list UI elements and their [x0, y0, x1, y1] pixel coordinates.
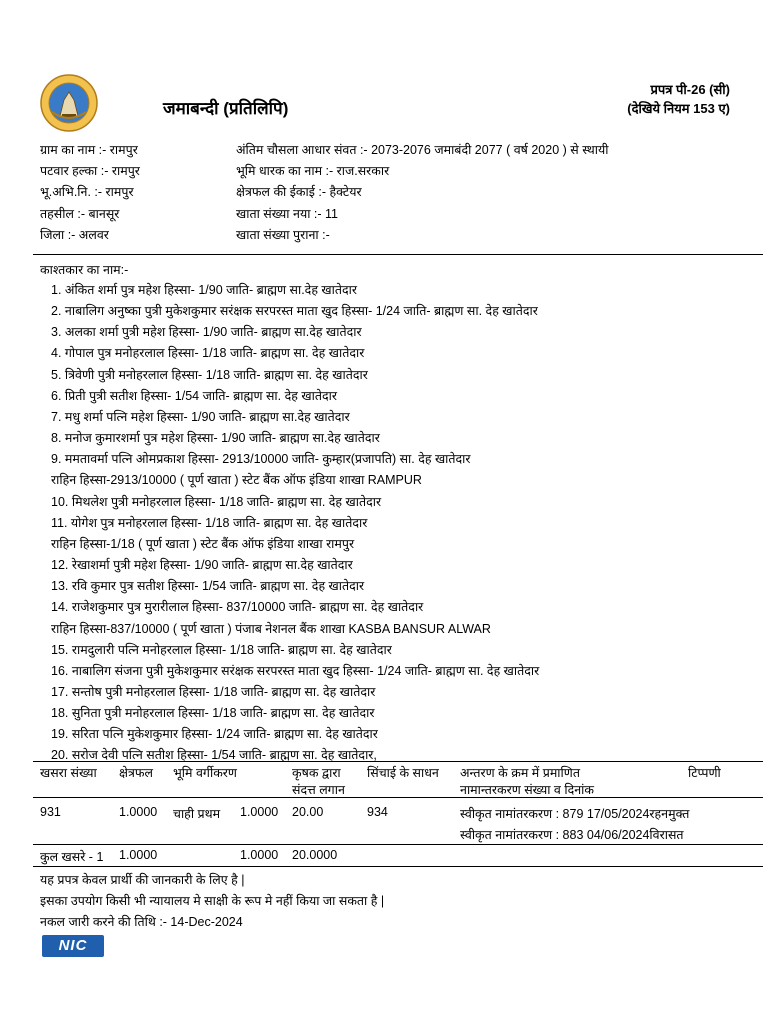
issue-date: नकल जारी करने की तिथि :- 14-Dec-2024 [40, 915, 243, 929]
account-number-new: खाता संख्या नया :- 11 [236, 206, 339, 221]
form-number-label: प्रपत्र पी-26 (सी) [650, 82, 730, 97]
cell-area: 1.0000 [119, 805, 158, 819]
government-emblem-icon [40, 74, 98, 132]
col-header-area: क्षेत्रफल [119, 766, 153, 780]
col-header-land-class: भूमि वर्गीकरण [173, 766, 237, 780]
owner-line: राहिन हिस्सा-837/10000 ( पूर्ण खाता ) पंजाब नेशनल बैंक शाखा KASBA BANSUR ALWAR [51, 621, 491, 636]
cell-mutation-1: स्वीकृत नामांतरकरण : 879 17/05/2024रहनमुक्त [460, 807, 690, 821]
header-left-fields [40, 140, 140, 246]
cell-land-class: चाही प्रथम [173, 807, 221, 821]
total-label: कुल खसरे - 1 [40, 850, 104, 864]
cell-rent: 20.00 [292, 805, 324, 819]
owner-line: 9. ममतावर्मा पत्नि ओमप्रकाश हिस्सा- 2913/10000 जाति- कुम्हार(प्रजापति) सा. देह खातेदार [51, 452, 471, 467]
col-header-transfer [460, 765, 594, 799]
owner-line: 17. सन्तोष पुत्री मनोहरलाल हिस्सा- 1/18 जाति- ब्राह्मण सा. देह खातेदार [51, 684, 376, 699]
cell-irrigation: 934 [367, 805, 388, 819]
owner-line: 19. सरिता पत्नि मुकेशकुमार हिस्सा- 1/24 जाति- ब्राह्मण सा. देह खातेदार [51, 727, 378, 742]
total-land-area: 1.0000 [240, 848, 279, 862]
col-header-rent [292, 765, 345, 799]
account-number-old: खाता संख्या पुराना :- [236, 227, 330, 242]
settlement-basis: अंतिम चौसला आधार संवत :- 2073-2076 जमाबंदी 2077 ( वर्ष 2020 ) से स्थायी [236, 143, 609, 157]
owner-line: 10. मिथलेश पुत्री मनोहरलाल हिस्सा- 1/18 जाति- ब्राह्मण सा. देह खातेदार [51, 494, 382, 509]
col-header-transfer-line1: अन्तरण के क्रम में प्रमाणित [460, 766, 580, 780]
cell-khasra: 931 [40, 805, 61, 819]
col-header-khasra: खसरा संख्या [40, 766, 97, 780]
divider [33, 797, 763, 798]
page-title: जमाबन्दी (प्रतिलिपि) [163, 99, 289, 118]
owner-line: 14. राजेशकुमार पुत्र मुरारीलाल हिस्सा- 837/10000 जाति- ब्राह्मण सा. देह खातेदार [51, 600, 424, 615]
land-record-inspector: भू.अभि.नि. :- रामपुर [40, 185, 134, 200]
owner-line: 6. प्रिती पुत्री सतीश हिस्सा- 1/54 जाति- ब्राह्मण सा. देह खातेदार [51, 388, 337, 403]
patwar-halka: पटवार हल्का :- रामपुर [40, 164, 140, 179]
disclaimer-line-2: इसका उपयोग किसी भी न्यायालय मे साक्षी के रूप मे नहीं किया जा सकता है | [40, 894, 385, 908]
land-holder-name: भूमि धारक का नाम :- राज.सरकार [236, 164, 390, 179]
col-header-remarks: टिप्पणी [688, 766, 721, 780]
owner-line: राहिन हिस्सा-2913/10000 ( पूर्ण खाता ) स्टेट बैंक ऑफ इंडिया शाखा RAMPUR [51, 473, 422, 488]
district: जिला :- अलवर [40, 227, 109, 242]
divider [33, 254, 763, 255]
tehsil: तहसील :- बानसूर [40, 206, 120, 221]
divider [33, 866, 763, 867]
form-number [627, 80, 730, 118]
owner-line: 15. रामदुलारी पत्नि मनोहरलाल हिस्सा- 1/18 जाति- ब्राह्मण सा. देह खातेदार [51, 642, 392, 657]
owners-title: काश्तकार का नाम:- [40, 263, 129, 277]
owner-line: 2. नाबालिग अनुष्का पुत्री मुकेशकुमार सरंक्षक सरपरस्त माता खुद हिस्सा- 1/24 जाति- ब्राह्मण सा. देह खातेदार [51, 304, 538, 319]
owner-line: 7. मधु शर्मा पत्नि महेश हिस्सा- 1/90 जाति- ब्राह्मण सा.देह खातेदार [51, 409, 350, 424]
nic-logo: NIC [42, 935, 104, 957]
col-header-irrigation: सिंचाई के साधन [367, 766, 439, 780]
form-rule-label: (देखिये नियम 153 ए) [627, 101, 730, 116]
col-header-transfer-line2: नामान्तरकरण संख्या व दिनांक [460, 783, 594, 797]
cell-land-area: 1.0000 [240, 805, 279, 819]
divider [33, 761, 763, 762]
owner-line: राहिन हिस्सा-1/18 ( पूर्ण खाता ) स्टेट बैंक ऑफ इंडिया शाखा रामपुर [51, 536, 355, 551]
owner-line: 11. योगेश पुत्र मनोहरलाल हिस्सा- 1/18 जाति- ब्राह्मण सा. देह खातेदार [51, 515, 368, 530]
owner-line: 8. मनोज कुमारशर्मा पुत्र महेश हिस्सा- 1/90 जाति- ब्राह्मण सा.देह खातेदार [51, 431, 380, 446]
footer-notes [40, 870, 384, 933]
owner-line: 18. सुनिता पुत्री मनोहरलाल हिस्सा- 1/18 जाति- ब्राह्मण सा. देह खातेदार [51, 706, 375, 721]
owner-line: 5. त्रिवेणी पुत्री मनोहरलाल हिस्सा- 1/18 जाति- ब्राह्मण सा. देह खातेदार [51, 367, 368, 382]
village-name: ग्राम का नाम :- रामपुर [40, 143, 138, 157]
divider [33, 844, 763, 845]
owner-line: 4. गोपाल पुत्र मनोहरलाल हिस्सा- 1/18 जाति- ब्राह्मण सा. देह खातेदार [51, 346, 365, 361]
header-right-fields [236, 140, 609, 246]
owner-line: 13. रवि कुमार पुत्र सतीश हिस्सा- 1/54 जाति- ब्राह्मण सा. देह खातेदार [51, 579, 365, 594]
owner-line: 16. नाबालिग संजना पुत्री मुकेशकुमार सरंक्षक सरपरस्त माता खुद हिस्सा- 1/24 जाति- ब्राह्मण सा. देह खातेदार [51, 663, 540, 678]
cell-mutation-2: स्वीकृत नामांतरकरण : 883 04/06/2024विरासत [460, 828, 684, 842]
owner-line: 3. अलका शर्मा पुत्री महेश हिस्सा- 1/90 जाति- ब्राह्मण सा.देह खातेदार [51, 325, 362, 340]
owner-line: 12. रेखाशर्मा पुत्री महेश हिस्सा- 1/90 जाति- ब्राह्मण सा.देह खातेदार [51, 558, 353, 573]
total-area: 1.0000 [119, 848, 158, 862]
col-header-rent-line1: कृषक द्वारा [292, 766, 341, 780]
col-header-rent-line2: संदत्त लगान [292, 783, 345, 797]
owner-line: 1. अंकित शर्मा पुत्र महेश हिस्सा- 1/90 जाति- ब्राह्मण सा.देह खातेदार [51, 283, 358, 297]
owners-list [51, 280, 539, 767]
total-rent: 20.0000 [292, 848, 338, 862]
disclaimer-line-1: यह प्रपत्र केवल प्रार्थी की जानकारी के लिए है | [40, 873, 245, 887]
area-unit: क्षेत्रफल की ईकाई :- हैक्टेयर [236, 185, 362, 200]
owner-line: 20. सरोज देवी पत्नि सतीश हिस्सा- 1/54 जाति- ब्राह्मण सा. देह खातेदार, [51, 748, 377, 763]
